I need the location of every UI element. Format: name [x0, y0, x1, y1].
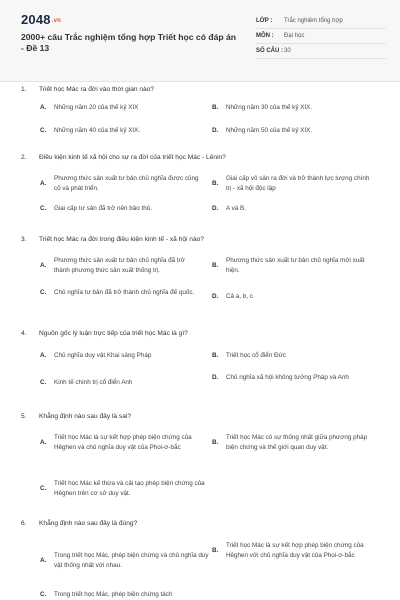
option-letter: B.: [212, 180, 219, 187]
option-text: Triết học Mác kế thừa và cải tạo phép biện chứng của Hêghen trên cơ sở duy vật.: [54, 480, 205, 497]
option-d[interactable]: [212, 204, 372, 214]
question-prompt: Điều kiện kinh tế xã hội cho sự ra đời của triết học Mác - Lênin?: [39, 154, 226, 161]
option-c[interactable]: [40, 378, 200, 388]
question-number: 4.: [21, 330, 27, 337]
option-c[interactable]: [40, 204, 200, 214]
option-letter: B.: [212, 439, 219, 446]
meta-value: Đại học: [284, 33, 305, 39]
document-meta: [256, 14, 386, 59]
option-text: Phương thức sản xuất tư bản chủ nghĩa đã trở thành phương thức sản xuất thống trị.: [54, 257, 185, 274]
option-b[interactable]: [212, 433, 372, 453]
question-prompt: Nguồn gốc lý luận trực tiếp của triết học Mác là gì?: [39, 330, 188, 337]
option-text: Trong triết học Mác, phép biện chứng và chủ nghĩa duy vật thống nhất với nhau.: [54, 552, 209, 569]
option-text: Chủ nghĩa tư bản đã trở thành chủ nghĩa đế quốc.: [54, 289, 195, 296]
option-letter: D.: [212, 205, 219, 212]
meta-row-count: [256, 44, 386, 59]
option-letter: D.: [212, 293, 219, 300]
question-prompt: Khẳng định nào sau đây là sai?: [39, 413, 132, 420]
question-prompt: Triết học Mác ra đời vào thời gian nào?: [39, 86, 155, 93]
meta-row-subject: [256, 29, 386, 44]
option-letter: D.: [212, 374, 219, 381]
option-letter: A.: [40, 104, 47, 111]
option-a[interactable]: [40, 256, 200, 276]
option-text: Những năm 40 của thế kỷ XIX.: [54, 127, 141, 134]
option-text: Những năm 30 của thế kỷ XIX.: [226, 104, 313, 111]
option-letter: C.: [40, 379, 47, 386]
logo-suffix: .vn: [51, 17, 62, 24]
option-text: Giai cấp vô sản ra đời và trở thành lực lượng chính trị - xã hội độc lập: [226, 175, 370, 192]
option-d[interactable]: [212, 292, 372, 302]
question-number: 5.: [21, 413, 27, 420]
option-text: Kinh tế chính trị cổ điển Anh: [54, 379, 133, 386]
option-d[interactable]: [212, 126, 372, 136]
option-letter: B.: [212, 104, 219, 111]
option-text: Trong triết học Mác, phép biện chứng tách: [54, 591, 173, 598]
document-title: 2000+ câu Trắc nghiệm tổng hợp Triết học có đáp án - Đề 13: [21, 32, 237, 53]
option-text: Phương thức sản xuất tư bản chủ nghĩa mới xuất hiện.: [226, 257, 365, 274]
option-a[interactable]: [40, 351, 200, 361]
question-text: [21, 520, 137, 527]
option-letter: D.: [212, 127, 219, 134]
option-b[interactable]: [212, 256, 372, 276]
question-text: [21, 154, 226, 161]
question-text: [21, 330, 188, 337]
option-text: Triết học Mác là sự kết hợp phép biện chứng của Hêghen với chủ nghĩa duy vật của Phoi-ơ-bắc: [226, 542, 364, 559]
question-number: 1.: [21, 86, 27, 93]
option-letter: A.: [40, 352, 47, 359]
option-a[interactable]: [40, 551, 210, 571]
option-c[interactable]: [40, 590, 210, 600]
option-text: Triết học cổ điển Đức: [226, 352, 286, 359]
option-b[interactable]: [212, 103, 372, 113]
option-letter: C.: [40, 289, 47, 296]
option-letter: A.: [40, 180, 47, 187]
option-text: Triết học Mác có sự thống nhất giữa phương pháp biện chứng và thế giới quan duy vật.: [226, 434, 368, 451]
question-text: [21, 236, 204, 243]
option-c[interactable]: [40, 126, 200, 136]
option-letter: B.: [212, 352, 219, 359]
option-text: Chủ nghĩa duy vật Khai sáng Pháp: [54, 352, 152, 359]
site-logo[interactable]: [21, 12, 61, 27]
meta-key: MÔN :: [256, 33, 274, 39]
option-text: Triết học Mác là sự kết hợp phép biện chứng của Hêghen và chủ nghĩa duy vật của Phoi-ơ-bắc: [54, 434, 192, 451]
option-text: Cả a, b, c: [226, 293, 253, 300]
question-prompt: Khẳng định nào sau đây là đúng?: [39, 520, 138, 527]
option-d[interactable]: [212, 373, 372, 383]
option-a[interactable]: [40, 433, 210, 453]
option-a[interactable]: [40, 174, 200, 194]
option-letter: C.: [40, 591, 47, 598]
question-text: [21, 86, 154, 93]
option-b[interactable]: [212, 541, 372, 561]
option-text: Chủ nghĩa xã hội không tưởng Pháp và Anh: [226, 374, 349, 381]
option-letter: B.: [212, 262, 219, 269]
meta-key: LỚP :: [256, 18, 273, 24]
option-b[interactable]: [212, 351, 372, 361]
option-text: Giai cấp tư sản đã trở nên bảo thủ.: [54, 205, 152, 212]
question-number: 6.: [21, 520, 27, 527]
option-letter: B.: [212, 547, 219, 554]
logo-text: 2048: [21, 12, 51, 27]
option-b[interactable]: [212, 174, 372, 194]
option-text: Những năm 50 của thế kỷ XIX.: [226, 127, 313, 134]
question-number: 2.: [21, 154, 27, 161]
option-letter: A.: [40, 439, 47, 446]
option-text: Những năm 20 của thế kỷ XIX: [54, 104, 139, 111]
option-c[interactable]: [40, 288, 200, 298]
meta-value: 30: [284, 48, 291, 54]
question-prompt: Triết học Mác ra đời trong điều kiện kinh tế - xã hội nào?: [39, 236, 204, 243]
option-letter: C.: [40, 205, 47, 212]
question-text: [21, 413, 131, 420]
option-text: A và B.: [226, 205, 246, 212]
option-a[interactable]: [40, 103, 200, 113]
meta-key: SỐ CÂU :: [256, 48, 283, 54]
header: [0, 0, 400, 82]
option-letter: C.: [40, 127, 47, 134]
question-number: 3.: [21, 236, 27, 243]
option-c[interactable]: [40, 479, 210, 499]
option-text: Phương thức sản xuất tư bản chủ nghĩa được củng cố và phát triển.: [54, 175, 199, 192]
option-letter: A.: [40, 557, 47, 564]
meta-value: Trắc nghiệm tổng hợp: [284, 18, 343, 24]
option-letter: C.: [40, 485, 47, 492]
meta-row-class: [256, 14, 386, 29]
option-letter: A.: [40, 262, 47, 269]
